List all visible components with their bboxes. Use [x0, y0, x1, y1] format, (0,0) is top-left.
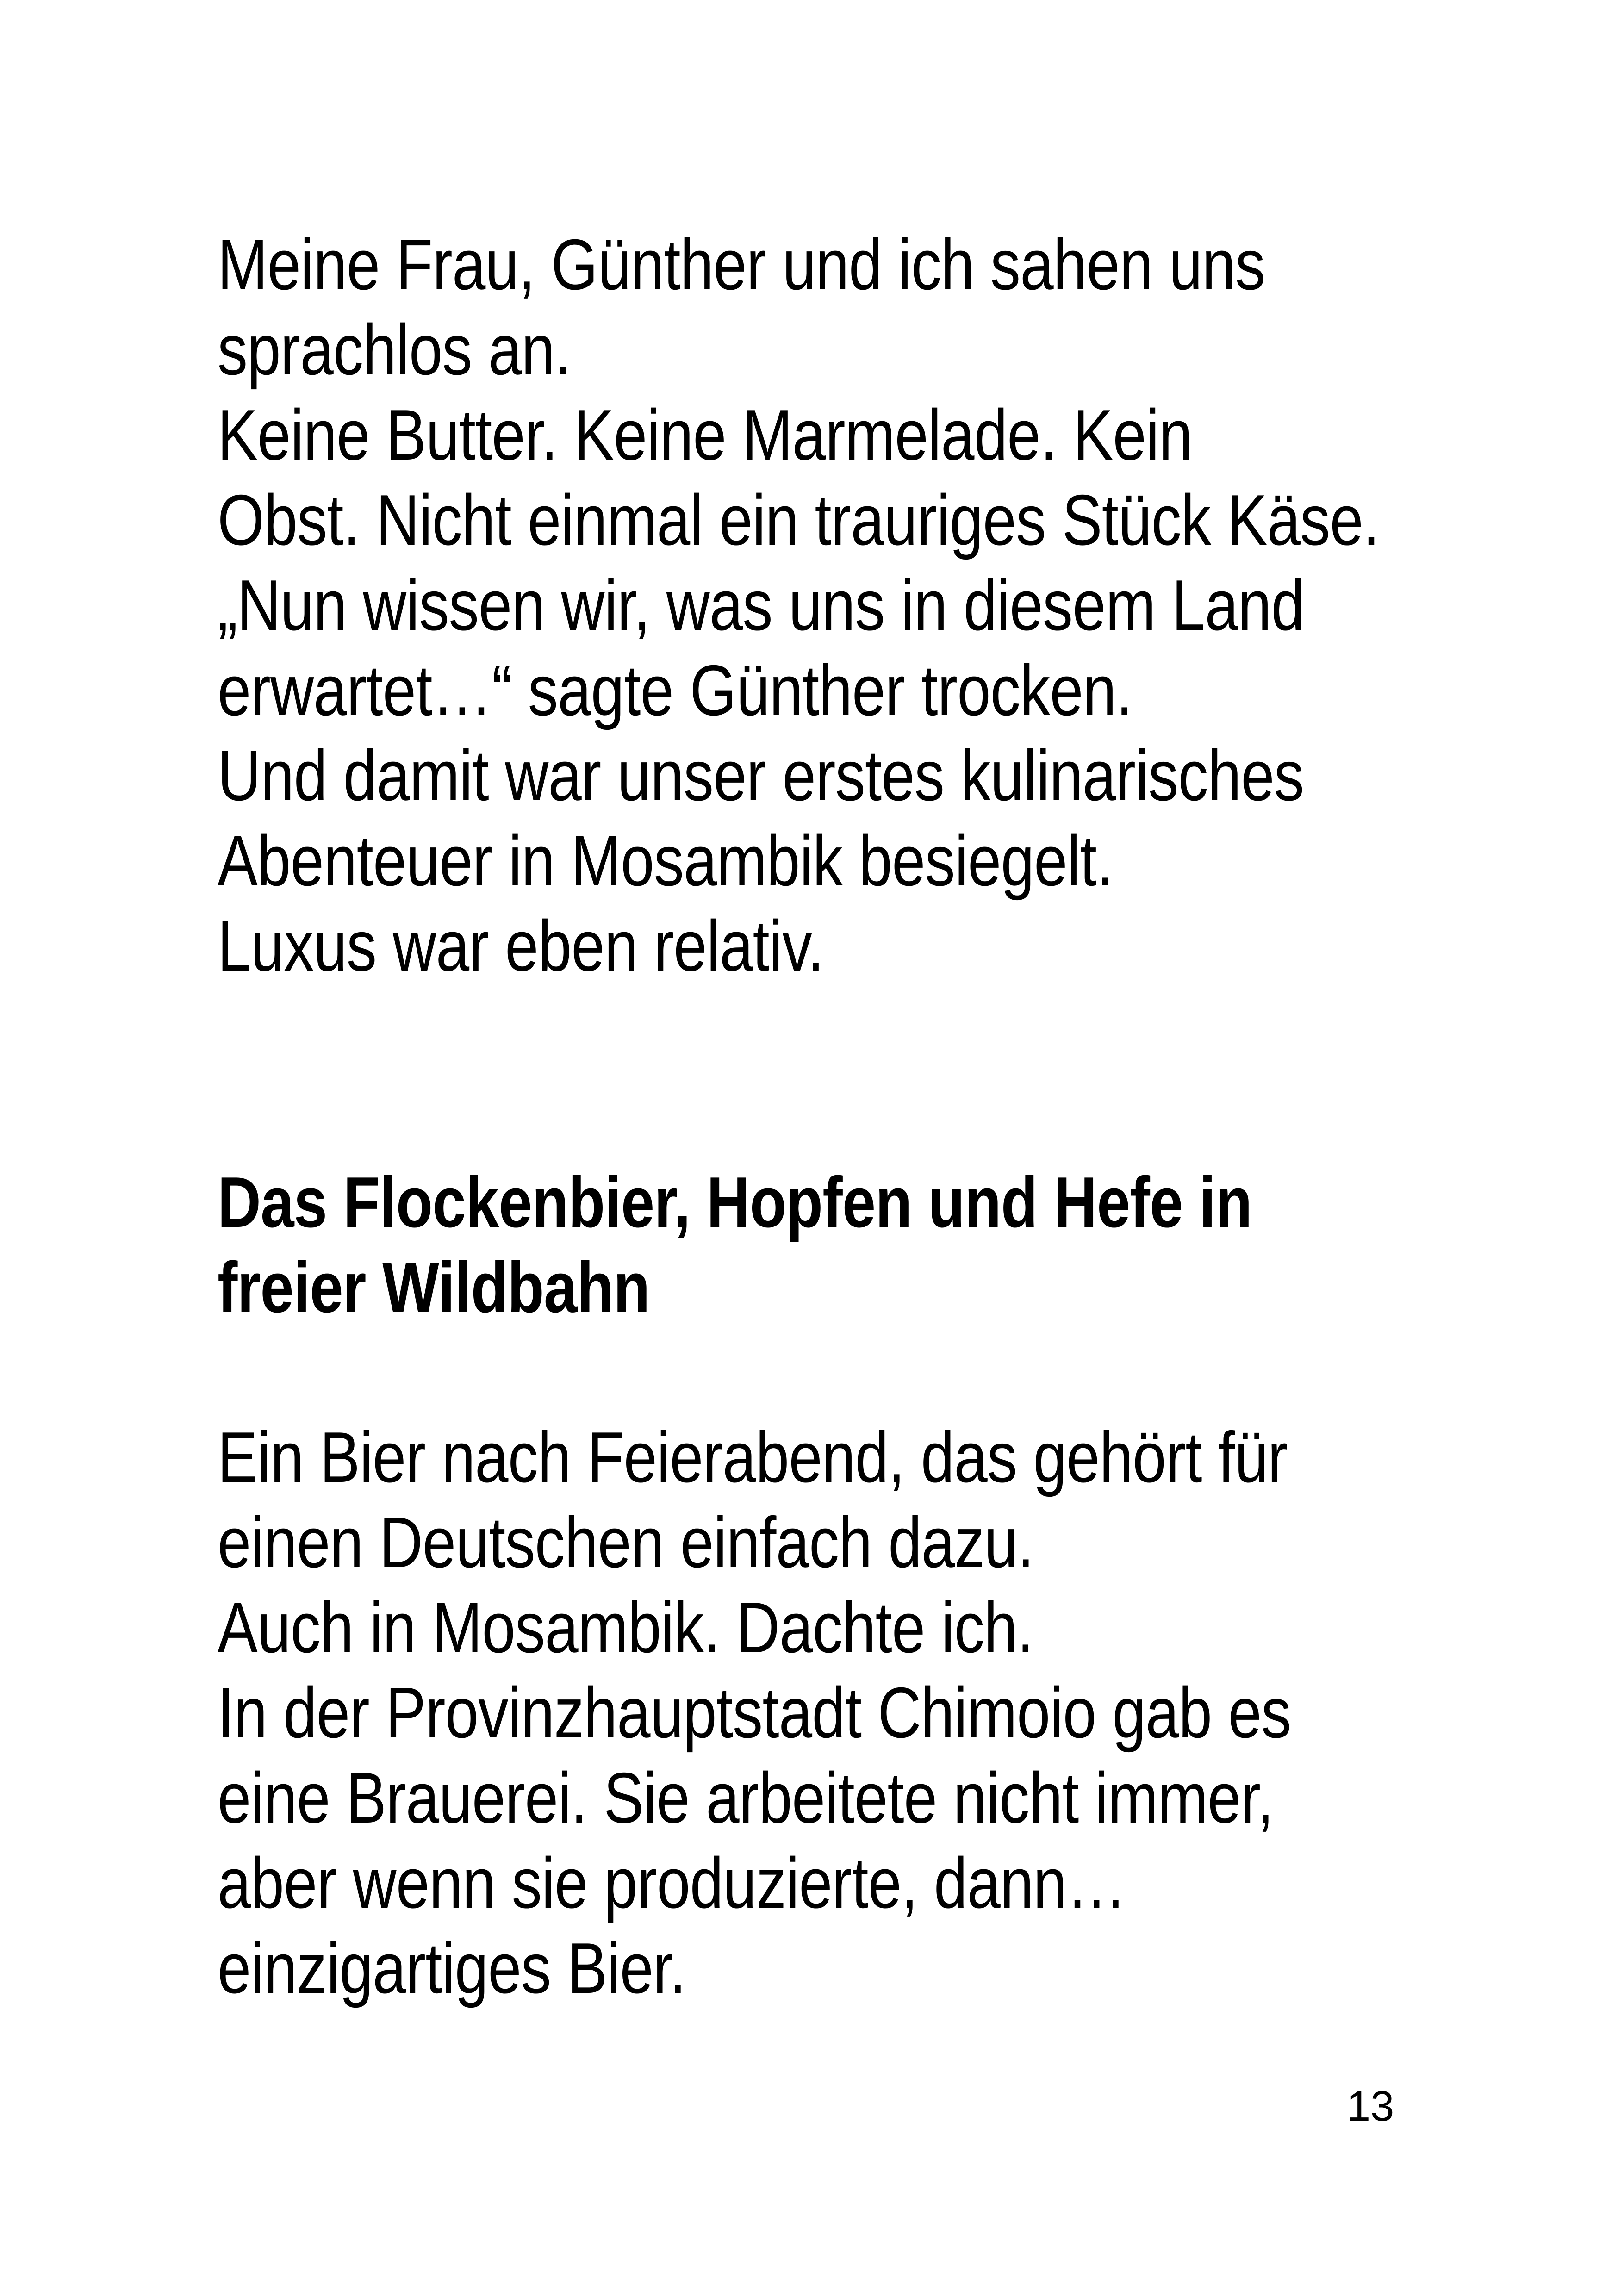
- text-line: Und damit war unser erstes kulinarisches: [218, 735, 1304, 815]
- text-line: sprachlos an.: [218, 310, 571, 390]
- text-line: erwartet…“ sagte Günther trocken.: [218, 650, 1133, 730]
- text-line: einzigartiges Bier.: [218, 1928, 686, 2008]
- section-heading: [218, 1160, 1306, 1330]
- text-line: Meine Frau, Günther und ich sahen uns: [218, 224, 1265, 305]
- text-line: Luxus war eben relativ.: [218, 906, 824, 986]
- text-line: Ein Bier nach Feierabend, das gehört für: [218, 1417, 1288, 1497]
- body-paragraph: [218, 222, 1380, 989]
- text-line: Keine Butter. Keine Marmelade. Kein: [218, 395, 1192, 475]
- text-line: eine Brauerei. Sie arbeitete nicht immer,: [218, 1758, 1274, 1838]
- body-paragraph: [218, 1415, 1306, 2011]
- heading-line: freier Wildbahn: [218, 1247, 650, 1327]
- text-line: „Nun wissen wir, was uns in diesem Land: [218, 565, 1305, 645]
- text-line: Obst. Nicht einmal ein trauriges Stück Käse.: [218, 480, 1380, 560]
- text-line: In der Provinzhauptstadt Chimoio gab es: [218, 1673, 1291, 1753]
- text-line: aber wenn sie produzierte, dann…: [218, 1843, 1126, 1923]
- text-line: einen Deutschen einfach dazu.: [218, 1502, 1034, 1582]
- heading-line: Das Flockenbier, Hopfen und Hefe in: [218, 1162, 1252, 1242]
- text-line: Auch in Mosambik. Dachte ich.: [218, 1587, 1034, 1668]
- text-line: Abenteuer in Mosambik besiegelt.: [218, 821, 1113, 901]
- page-number: 13: [1347, 2083, 1394, 2130]
